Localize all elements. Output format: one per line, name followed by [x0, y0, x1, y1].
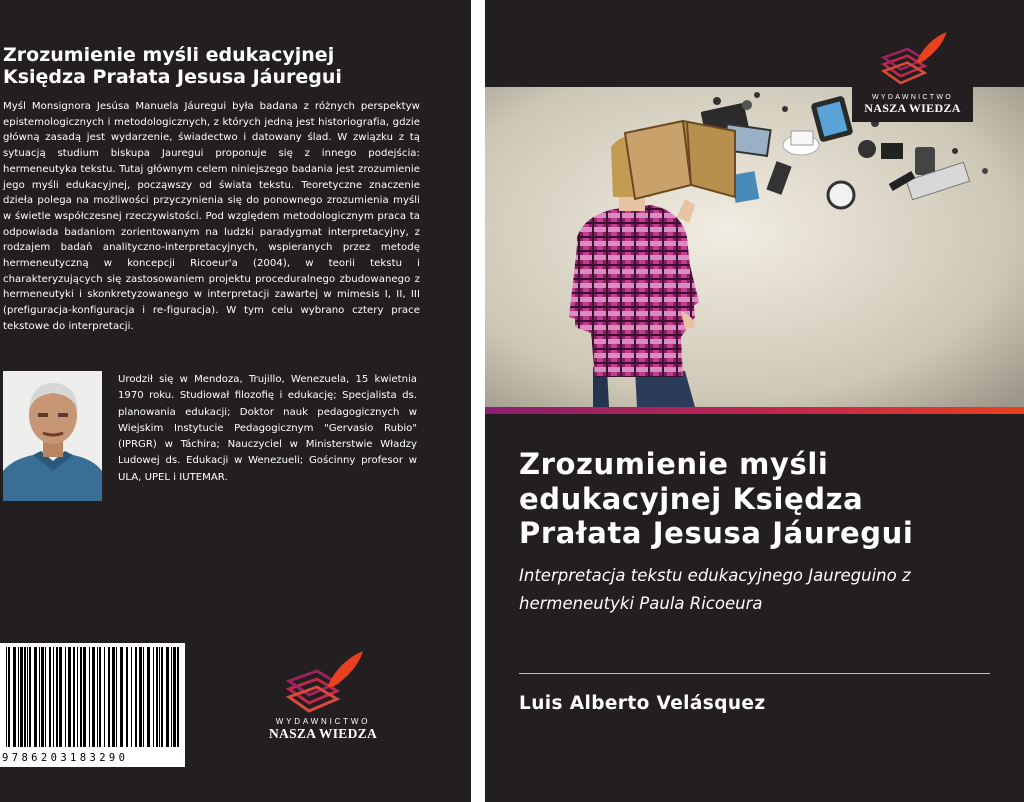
divider-line [519, 673, 990, 674]
barcode-bar [135, 647, 137, 747]
barcode-bar [139, 647, 142, 747]
publisher-name: NASZA WIEDZA [268, 726, 377, 741]
color-stripe [485, 407, 1024, 414]
barcode-bar [24, 647, 26, 747]
front-title-line-1: Zrozumienie myśli [519, 447, 829, 481]
barcode-bar [68, 647, 71, 747]
barcode-bar [53, 647, 54, 747]
barcode-bar [153, 647, 154, 747]
barcode-bar [27, 647, 28, 747]
barcode-bar [29, 647, 31, 747]
barcode-bar [80, 647, 82, 747]
front-cover [485, 0, 1024, 802]
author-bio: Urodził się w Mendoza, Trujillo, Wenezuela, 15 kwietnia 1970 roku. Studiował filozofię i edukację; Specjalista ds. planowania edukacji; Doktor nauk pedagogicznych w Wiejskim Instytucie Pedagogicznym "Gervasio Rubio" (IPRGR) w Táchira; Nauczyciel w Ministerstwie Władzy Ludowej ds. Edukacji w Wenezueli; Gościnny profesor w ULA, UPEL i IUTEMAR. [118, 374, 417, 483]
publisher-logo-back [257, 645, 389, 745]
author-photo [3, 371, 102, 501]
barcode-bar [45, 647, 46, 747]
isbn-digits: 9786203183290 [2, 752, 129, 764]
barcode-bar [83, 647, 86, 747]
publisher-logo-front [852, 26, 973, 122]
front-cover-subtitle [519, 562, 989, 618]
isbn-barcode [0, 643, 185, 767]
barcode-bar [49, 647, 51, 747]
barcode-bar [41, 647, 44, 747]
front-cover-title [519, 447, 999, 551]
book-quill-logo-icon [257, 645, 389, 713]
barcode-bar [77, 647, 78, 747]
publisher-small-label: WYDAWNICTWO [275, 717, 371, 726]
barcode-bar [120, 647, 123, 747]
barcode-bar [6, 647, 7, 747]
barcode-bar [173, 647, 176, 747]
publisher-small-label-front: WYDAWNICTWO [871, 94, 954, 101]
subtitle-line-1: Interpretacja tekstu edukacyjnego Jaureguino z [519, 566, 911, 585]
publisher-name-front: NASZA WIEDZA [864, 101, 961, 115]
front-title-line-3: Prałata Jesusa Jáuregui [519, 516, 914, 550]
barcode-bar [161, 647, 163, 747]
barcode-bar [92, 647, 95, 747]
barcode-bar [171, 647, 172, 747]
barcode-bar [143, 647, 144, 747]
barcode-bar [34, 647, 37, 747]
barcode-bar [56, 647, 58, 747]
barcode-bar [112, 647, 115, 747]
barcode-bar [65, 647, 66, 747]
barcode-bar [73, 647, 75, 747]
barcode-bar [89, 647, 90, 747]
barcode-bar [131, 647, 132, 747]
back-cover-title [3, 44, 463, 88]
barcode-bar [166, 647, 169, 747]
barcode-bar [177, 647, 179, 747]
book-description: Myśl Monsignora Jesúsa Manuela Jáuregui była badana z różnych perspektyw epistemologicznych i metodologicznych, z których jedną jest historiografia, gdzie główną zasadą jest wydarzenie, świadectwo i datowany ślad. W związku z tą sytuacją studium biskupa Jauregui proponuje się z innego podejścia: hermeneutyka tekstu. Tutaj głównym celem niniejszego badania jest zrozumienie jego myśli edukacyjnej, począwszy od świata tekstu. Teoretyczne znaczenie dzieła polega na możliwości przyczynienia się do ponownego zrozumienia myśli w świetle współczesnej rzeczywistości. Pod względem metodologicznym praca ta odpowiada badaniom zorientowanym na ludzki paradygmat interpretacyjny, z rodzajem badań analityczno-interpretacyjnych, wspieranych przez metodę hermeneutyczną w koncepcji Ricoeur'a (2004), w teorii tekstu i charakteryzujących się zastosowaniem projektu proceduralnego zbudowanego z hermeneutyki i skonkretyzowanego w interpretacji zawartej w mimesis I, II, III (prefiguracja-konfiguracja i re-figuracja). W tym celu wybrano cztery prace tekstowe do interpretacji. [3, 101, 420, 332]
book-quill-logo-icon [852, 26, 973, 90]
barcode-bar [159, 647, 160, 747]
back-title-line-2: Księdza Prałata Jesusa Jáuregui [3, 66, 342, 88]
barcode-bar [39, 647, 40, 747]
barcode-bar [156, 647, 158, 747]
back-title-line-1: Zrozumienie myśli edukacyjnej [3, 44, 335, 66]
front-title-line-2: edukacyjnej Księdza [519, 481, 864, 516]
barcode-bar [116, 647, 117, 747]
barcode-bar [126, 647, 128, 747]
author-name: Luis Alberto Velásquez [519, 693, 766, 714]
back-cover [0, 0, 471, 802]
subtitle-line-2: hermeneutyki Paula Ricoeura [519, 594, 763, 613]
cover-photo [485, 87, 1024, 407]
barcode-bar [108, 647, 110, 747]
spine-gap [471, 0, 485, 802]
barcode-bar [104, 647, 105, 747]
barcode-bar [8, 647, 10, 747]
barcode-bar [13, 647, 16, 747]
barcode-bar [147, 647, 150, 747]
barcode-bar [18, 647, 19, 747]
barcode-bar [97, 647, 98, 747]
barcode-bar [59, 647, 62, 747]
barcode-bar [20, 647, 23, 747]
barcode-bar [99, 647, 101, 747]
